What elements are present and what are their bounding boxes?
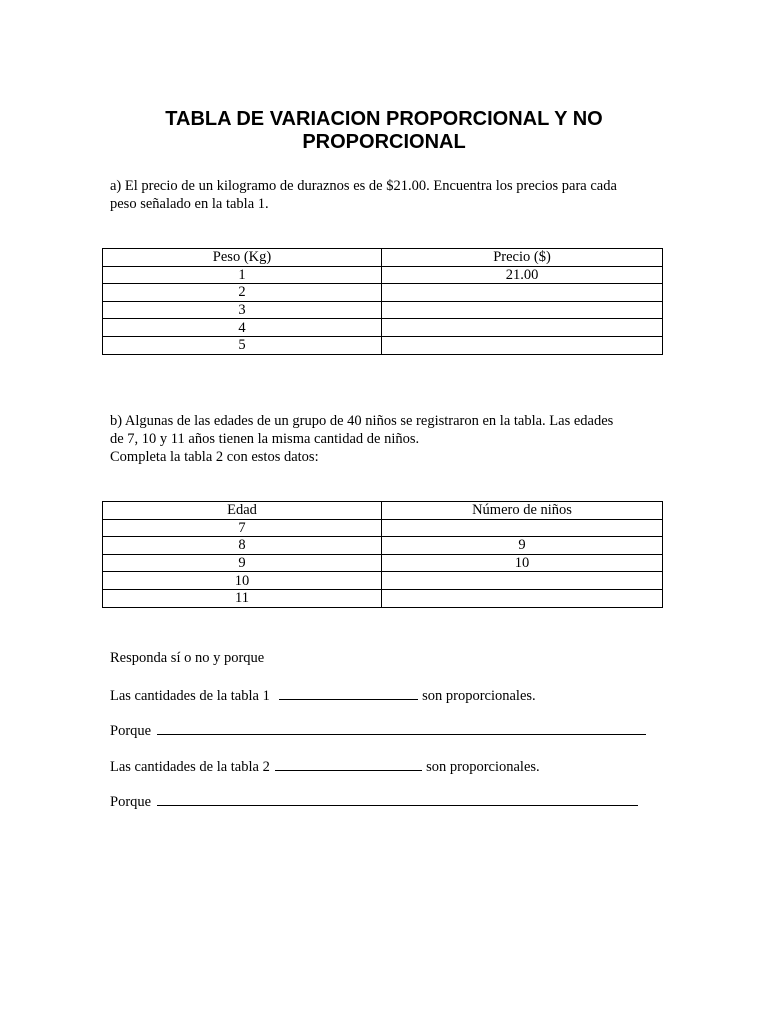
question-1-answer-blank[interactable] — [279, 685, 418, 700]
table-row — [103, 554, 663, 572]
table-2-header-edad: Edad — [103, 502, 382, 520]
question-2 — [110, 756, 540, 776]
section-a-line-2: peso señalado en la tabla 1. — [110, 196, 269, 212]
table-2-cell-numero: 9 — [382, 537, 663, 555]
section-a-text — [110, 177, 670, 213]
porque-1-label: Porque — [110, 723, 152, 739]
porque-2-label: Porque — [110, 794, 152, 810]
section-a-line-1: a) El precio de un kilogramo de duraznos es de $21.00. Encuentra los precios para cada — [110, 178, 617, 194]
table-row — [103, 319, 663, 337]
table-2-cell-numero — [382, 572, 663, 590]
question-1 — [110, 685, 536, 705]
table-1-cell-peso: 2 — [103, 284, 382, 302]
table-1-cell-precio — [382, 284, 663, 302]
table-1-cell-precio — [382, 319, 663, 337]
table-1-header-precio: Precio ($) — [382, 249, 663, 267]
questions-instruction: Responda sí o no y porque — [110, 650, 265, 666]
page-title — [0, 108, 768, 154]
table-row — [103, 301, 663, 319]
table-row — [103, 284, 663, 302]
section-b-line-2: de 7, 10 y 11 años tienen la misma cantidad de niños. — [110, 431, 420, 447]
table-1-cell-peso: 1 — [103, 266, 382, 284]
table-2-header-row — [103, 502, 663, 520]
section-b-line-3: Completa la tabla 2 con estos datos: — [110, 449, 319, 465]
table-row — [103, 537, 663, 555]
table-row — [103, 572, 663, 590]
porque-1-answer-blank[interactable] — [157, 720, 646, 735]
table-2 — [102, 501, 663, 608]
table-2-cell-numero — [382, 519, 663, 537]
table-1-cell-peso: 5 — [103, 336, 382, 354]
table-2-cell-edad: 8 — [103, 537, 382, 555]
question-2-answer-blank[interactable] — [275, 756, 422, 771]
table-2-cell-edad: 9 — [103, 554, 382, 572]
porque-2-answer-blank[interactable] — [157, 791, 638, 806]
table-1-cell-peso: 3 — [103, 301, 382, 319]
table-row — [103, 266, 663, 284]
table-2-cell-numero — [382, 589, 663, 607]
table-2-cell-edad: 7 — [103, 519, 382, 537]
section-b-line-1: b) Algunas de las edades de un grupo de 40 niños se registraron en la tabla. Las edades — [110, 413, 614, 429]
table-1-cell-precio: 21.00 — [382, 266, 663, 284]
table-1-header-peso: Peso (Kg) — [103, 249, 382, 267]
question-2-prefix: Las cantidades de la tabla 2 — [110, 759, 270, 775]
table-1-cell-precio — [382, 301, 663, 319]
question-1-suffix: son proporcionales. — [422, 688, 536, 704]
table-1 — [102, 248, 663, 355]
table-1-cell-peso: 4 — [103, 319, 382, 337]
table-row — [103, 519, 663, 537]
table-2-cell-edad: 11 — [103, 589, 382, 607]
table-2-cell-numero: 10 — [382, 554, 663, 572]
porque-2 — [110, 791, 638, 811]
section-b-text — [110, 412, 670, 466]
table-row — [103, 589, 663, 607]
table-2-header-numero: Número de niños — [382, 502, 663, 520]
page-title-line-2: PROPORCIONAL — [302, 131, 466, 153]
question-2-suffix: son proporcionales. — [426, 759, 540, 775]
table-1-cell-precio — [382, 336, 663, 354]
table-row — [103, 336, 663, 354]
page-title-line-1: TABLA DE VARIACION PROPORCIONAL Y NO — [165, 108, 603, 130]
table-1-header-row — [103, 249, 663, 267]
table-2-cell-edad: 10 — [103, 572, 382, 590]
porque-1 — [110, 720, 646, 740]
question-1-prefix: Las cantidades de la tabla 1 — [110, 688, 270, 704]
